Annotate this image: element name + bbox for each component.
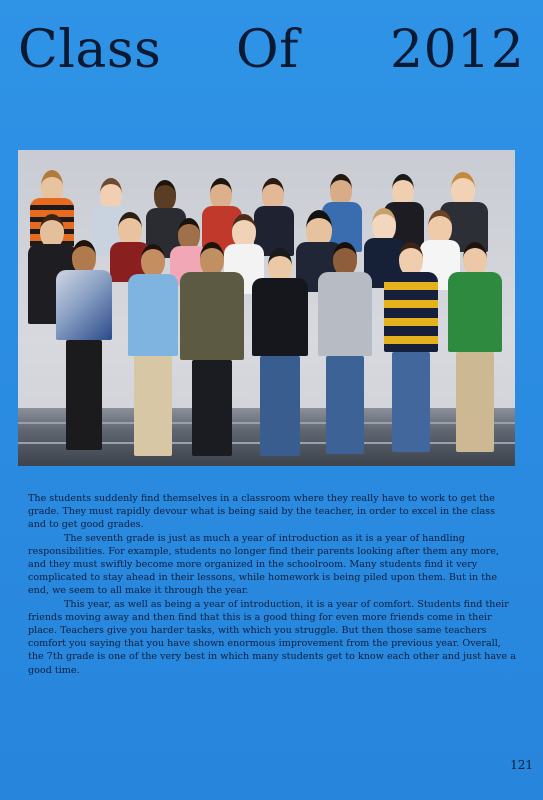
page-number: 121 <box>510 758 533 772</box>
page-title <box>0 0 543 100</box>
class-group-photo <box>18 150 515 466</box>
title-word-of: Of <box>236 20 299 80</box>
paragraph: The seventh grade is just as much a year of introduction as it is a year of handling responsibilities. For example, students no longer find their parents looking after them any more, and they must swiftly become more organized in the schoolroom. Many students find it very complicated to stay ahead in their lessons, while homework is being piled upon them. But in the end, we seem to all make it through the year. <box>28 532 499 597</box>
student-figure <box>444 242 506 466</box>
student-figure <box>52 240 116 460</box>
student-figure <box>380 242 442 466</box>
body-text <box>28 492 516 677</box>
student-figure <box>314 242 376 466</box>
title-word-class: Class <box>18 20 162 80</box>
title-word-year: 2012 <box>390 20 525 80</box>
student-figure <box>124 244 182 464</box>
student-figure <box>248 248 312 466</box>
student-figure <box>176 242 248 466</box>
paragraph: This year, as well as being a year of introduction, it is a year of comfort. Students find their friends moving away and then find that this is a good thing for even more friends come in their place. Teachers give you harder tasks, with which you struggle. But then those same teachers comfort you saying that you have shown enormous improvement from the previous year. Overall, the 7th grade is one of the very best in which many students get to know each other and just have a good time. <box>28 598 516 676</box>
paragraph: The students suddenly find themselves in a classroom where they really have to work to get the grade. They must rapidly devour what is being said by the teacher, in order to excel in the class and to get good grades. <box>28 493 496 531</box>
